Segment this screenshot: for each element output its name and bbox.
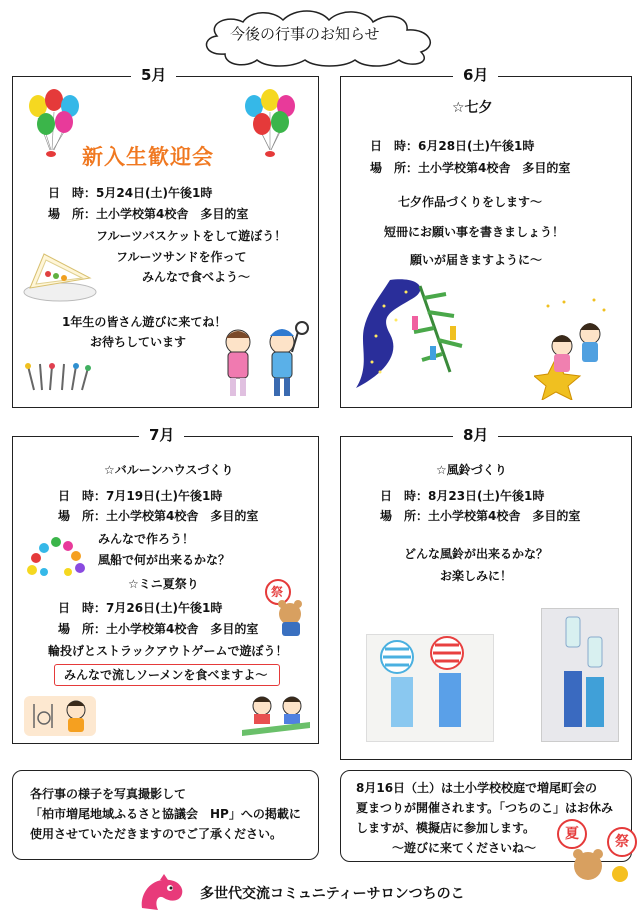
- june-event-title: ☆七夕: [452, 100, 493, 116]
- summer-notice-line2: 夏まつりが開催されます。「つちのこ」はお休み: [356, 801, 614, 815]
- footer-organization-name: 多世代交流コミュニティーサロンつちのこ: [200, 886, 465, 902]
- august-month-label: 8月: [453, 424, 498, 445]
- june-line2: 短冊にお願い事を書きましょう！: [384, 225, 565, 239]
- august-line1: どんな風鈴が出来るかな？: [404, 547, 549, 561]
- may-line5: お待ちしています: [90, 335, 187, 349]
- august-date: 日 時：8月23日(土)午後1時: [380, 489, 545, 503]
- tanabata-milky-way-illustration: [350, 276, 480, 392]
- june-place: 場 所：土小学校第4校舎 多目的室: [370, 161, 571, 175]
- festival-badge: 祭: [615, 834, 629, 850]
- june-date: 日 時：6月28日(土)午後1時: [370, 139, 535, 153]
- july-event2-date: 日 時：7月26日(土)午後1時: [58, 601, 223, 615]
- photo-notice-line3: 使用させていただきますのでご了承ください。: [30, 827, 283, 841]
- july-festival-badge: 祭: [271, 585, 284, 599]
- festival-bear-illustration: [262, 578, 310, 638]
- july-event1-place: 場 所：土小学校第4校舎 多目的室: [58, 509, 259, 523]
- july-event1-date: 日 時：7月19日(土)午後1時: [58, 489, 223, 503]
- summer-badge: 夏: [565, 826, 579, 842]
- july-event2-title: ☆ミニ夏祭り: [128, 577, 199, 591]
- nagashi-somen-illustration: [240, 690, 312, 740]
- balloons-left-illustration: [24, 88, 84, 166]
- july-event2-callout: みんなで流しソーメンを食べますよ～: [64, 668, 268, 682]
- photo-notice-line2: 「柏市増尾地域ふるさと協議会 HP」への掲載に: [30, 807, 301, 821]
- cooking-kids-illustration: [210, 318, 310, 402]
- may-line3: みんなで食べよう～: [142, 270, 251, 284]
- july-event1-line1: みんなで作ろう！: [98, 532, 195, 546]
- may-month-label: 5月: [131, 64, 176, 85]
- photo-notice-line1: 各行事の様子を写真撮影して: [30, 787, 187, 801]
- august-place: 場 所：土小学校第4校舎 多目的室: [380, 509, 581, 523]
- summer-notice-line4: ～遊びに来てくださいね～: [392, 841, 537, 855]
- balloons-right-illustration: [240, 88, 300, 166]
- orihime-hikoboshi-illustration: [534, 296, 618, 400]
- may-line2: フルーツサンドを作って: [116, 250, 247, 264]
- sandwich-illustration: [20, 244, 100, 304]
- kids-at-table-illustration: [20, 692, 100, 740]
- july-event1-title: ☆バルーンハウスづくり: [104, 463, 234, 477]
- august-line2: お楽しみに！: [440, 569, 513, 583]
- may-date: 日 時：5月24日(土)午後1時: [48, 186, 213, 200]
- august-event-title: ☆風鈴づくり: [436, 463, 507, 477]
- july-month-label: 7月: [139, 424, 184, 445]
- july-event2-place: 場 所：土小学校第4校舎 多目的室: [58, 622, 259, 636]
- may-line1: フルーツバスケットをして遊ぼう！: [96, 229, 287, 243]
- tsuchinoko-mascot-icon: [136, 872, 188, 916]
- may-place: 場 所：土小学校第4校舎 多目的室: [48, 207, 249, 221]
- june-line1: 七夕作品づくりをします～: [398, 195, 543, 209]
- june-line3: 願いが届きますように～: [410, 253, 543, 267]
- summer-notice-line1: 8月16日（土）は土小学校校庭で増尾町会の: [356, 781, 598, 795]
- may-line4: 1年生の皆さん遊びに来てね！: [62, 315, 227, 329]
- wind-chime-photo-1: [366, 634, 494, 742]
- summer-notice-line3: しますが、模擬店に参加します。: [356, 821, 536, 835]
- june-month-label: 6月: [453, 64, 498, 85]
- may-event-title: 新入生歓迎会: [82, 145, 214, 169]
- utensils-illustration: [20, 360, 100, 396]
- balloon-arch-illustration: [24, 530, 90, 584]
- page-title: 今後の行事のお知らせ: [230, 25, 380, 43]
- july-event2-line1: 輪投げとストラックアウトゲームで遊ぼう！: [48, 644, 288, 658]
- july-event1-line2: 風船で何が出来るかな？: [98, 553, 231, 567]
- wind-chime-photo-2: [541, 608, 619, 742]
